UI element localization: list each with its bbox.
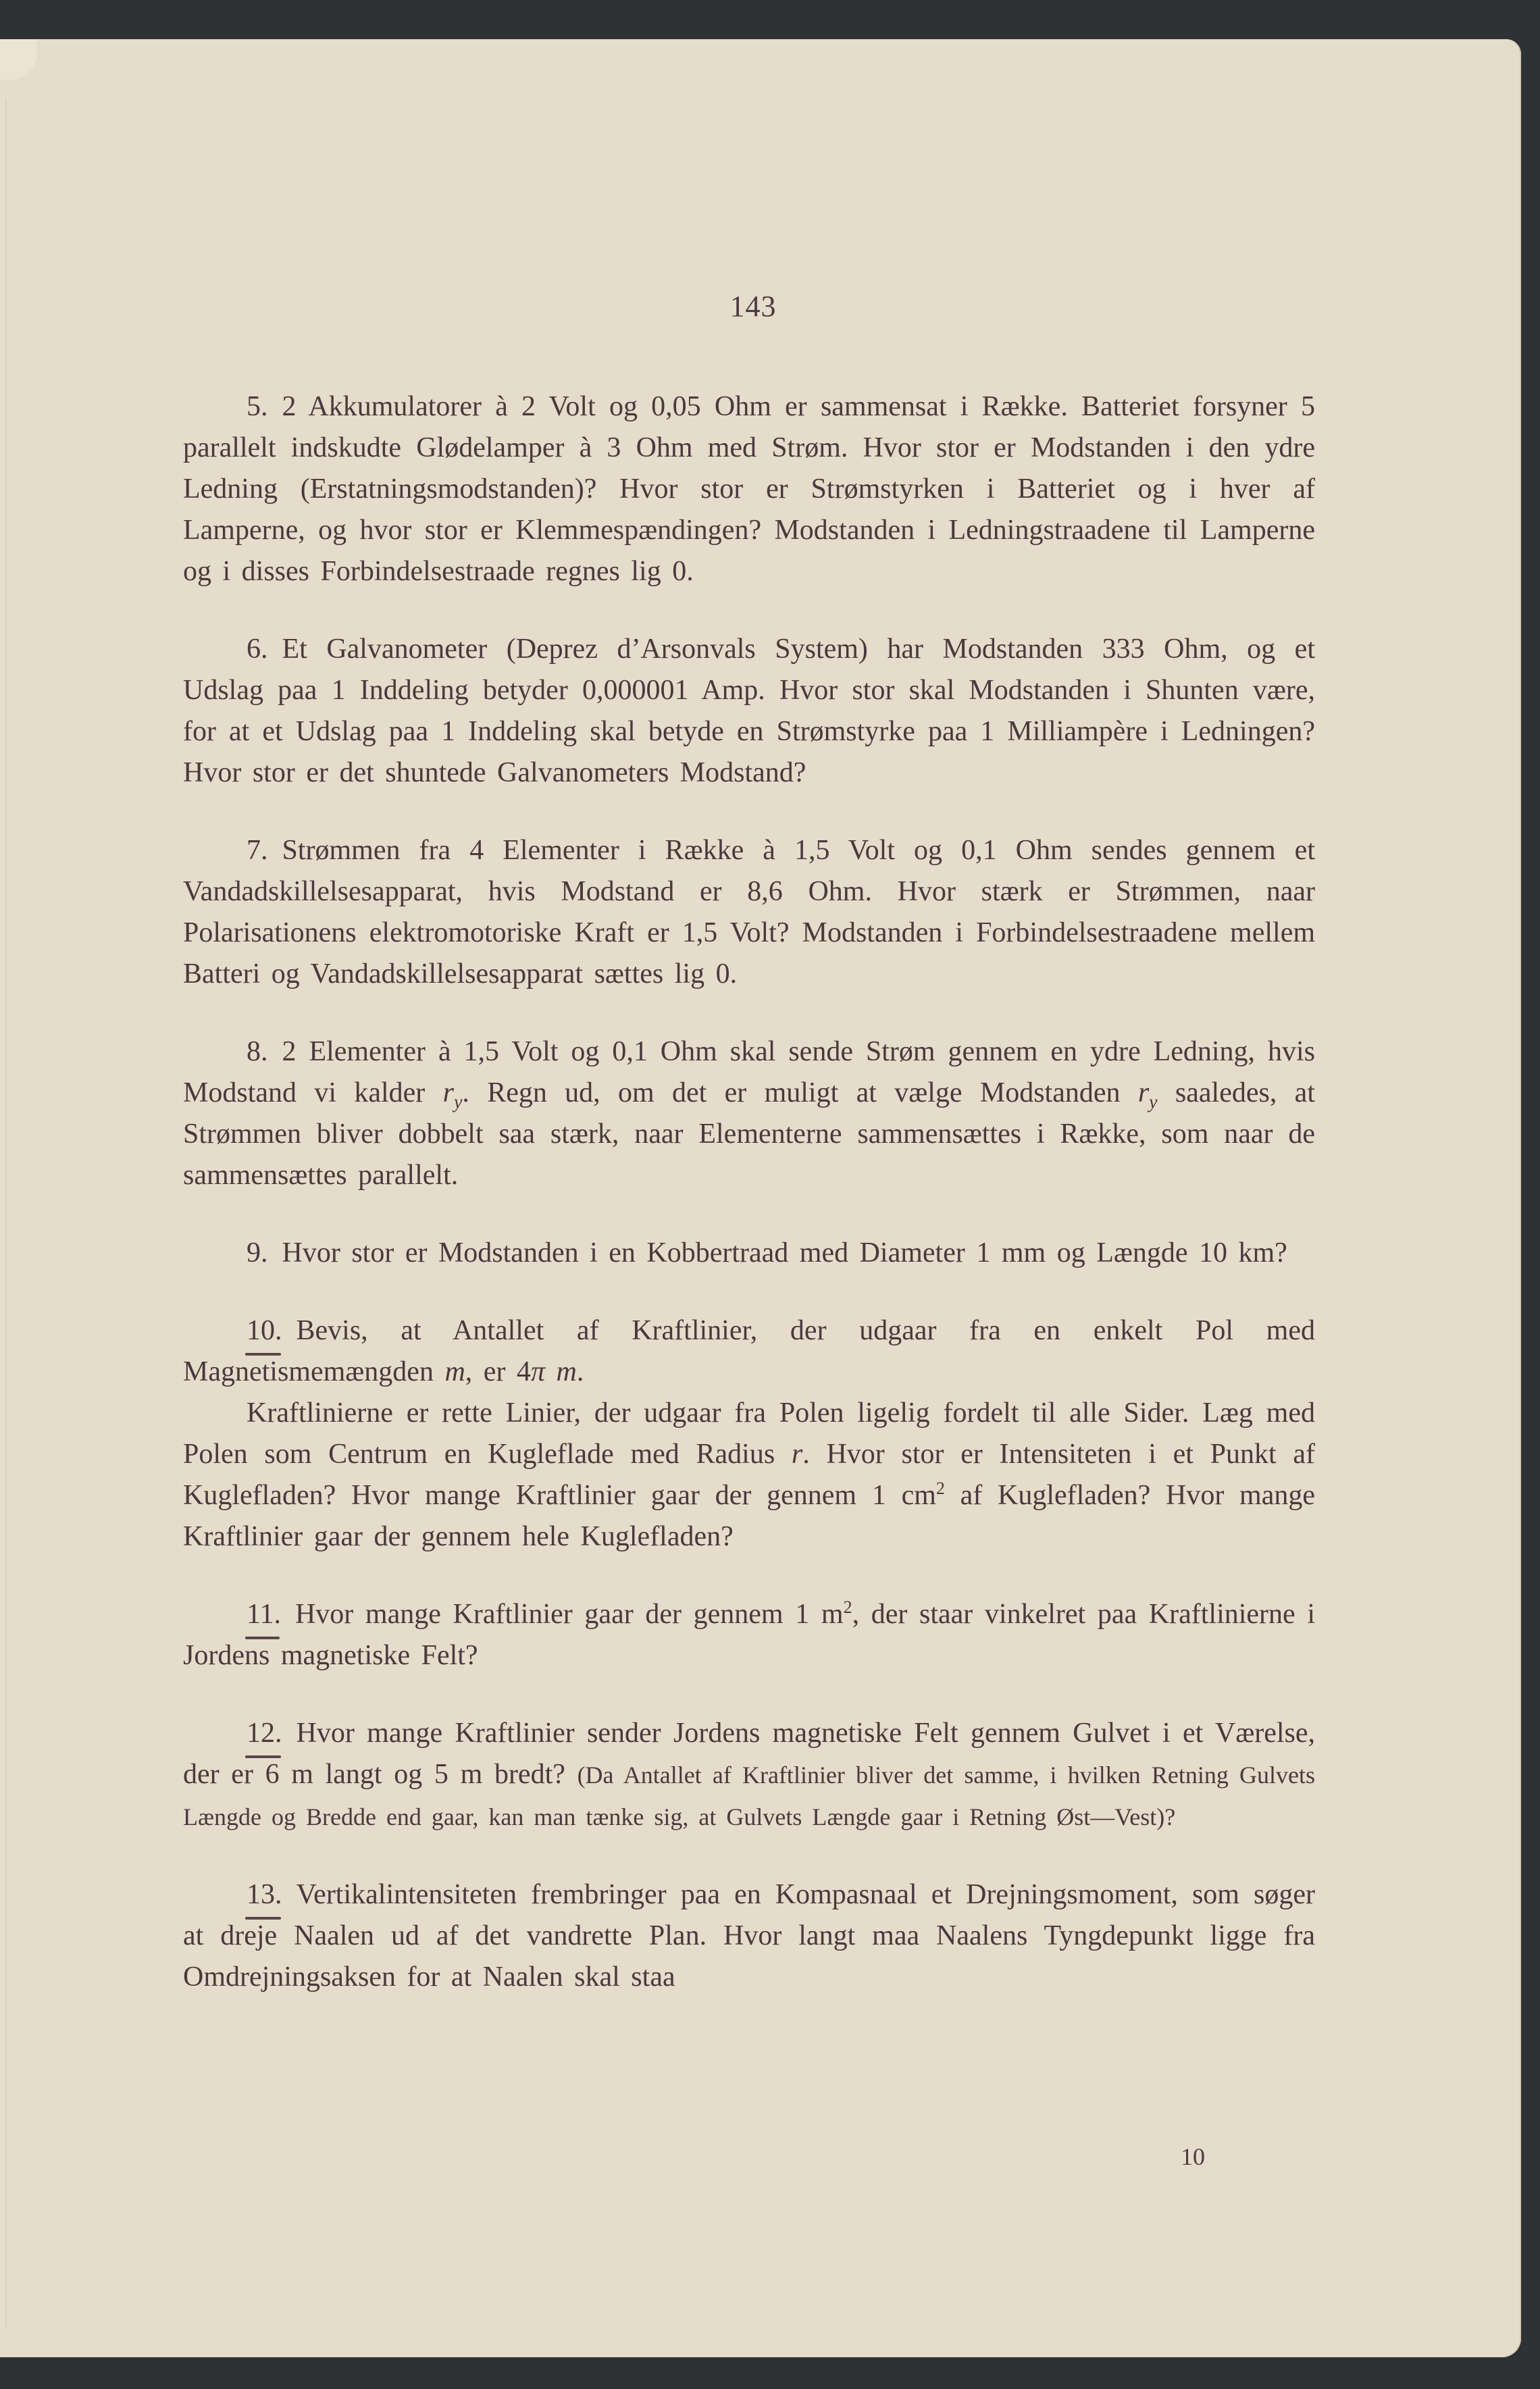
problem-13: [183, 1874, 1315, 1998]
problem-paragraph: [183, 1594, 1315, 1676]
parenthetical-note: (Da Antallet af Kraftlinier bliver det samme, i hvilken Retning Gulvets Længde og Bredde end gaar, kan man tænke sig, at Gulvets Længde gaar i Retning Øst—Vest)?: [183, 1762, 1315, 1830]
problem-paragraph: [183, 1031, 1315, 1196]
superscript: 2: [935, 1479, 945, 1498]
text-run: Hvor stor er Modstanden i en Kobbertraad med Diameter 1 mm og Længde 10 km?: [282, 1237, 1287, 1268]
problem-paragraph: [183, 830, 1315, 995]
problem-number: 13.: [247, 1879, 282, 1910]
text-run: Strømmen fra 4 Elementer i Række à 1,5 Volt og 0,1 Ohm sendes gennem et Vandadskillelsesapparat, hvis Modstand er 8,6 Ohm. Hvor stærk er Strømmen, naar Polarisationens elektromotoriske Kraft er 1,5 Volt? Modstanden i Forbindelsestraadene mellem Batteri og Vandadskillelsesapparat sættes lig 0.: [183, 835, 1315, 990]
problem-10: [183, 1310, 1315, 1558]
problem-number: 11.: [247, 1599, 281, 1630]
math-variable: π m: [530, 1356, 577, 1387]
text-run: 2 Akkumulatorer à 2 Volt og 0,05 Ohm er sammensat i Række. Batteriet forsyner 5 parallelt indskudte Glødelamper à 3 Ohm med Strøm. Hvor stor er Modstanden i den ydre Ledning (Erstatningsmodstanden)? Hvor stor er Strømstyrken i Batteriet og i hver af Lamperne, og hvor stor er Klemmespændingen? Modstanden i Ledningstraadene til Lamperne og i disses Forbindelsestraade regnes lig 0.: [183, 391, 1315, 587]
text-run: 2 Elementer à 1,5 Volt og 0,1 Ohm skal sende Strøm gennem en ydre Ledning, hvis Modstand vi kalder: [183, 1036, 1315, 1108]
problem-12: [183, 1713, 1315, 1838]
text-run: .: [576, 1356, 584, 1387]
page-edge-line: [5, 100, 7, 2329]
problem-number: 10.: [247, 1315, 282, 1346]
problem-paragraph: [183, 629, 1315, 794]
problem-number: 8.: [247, 1036, 268, 1067]
problems-list: [183, 386, 1315, 2034]
page-number: 143: [729, 290, 777, 323]
problem-8: [183, 1031, 1315, 1196]
text-run: Bevis, at Antallet af Kraftlinier, der udgaar fra en enkelt Pol med Magnetismemængden: [183, 1315, 1315, 1387]
text-run: Vertikalintensiteten frembringer paa en Kompasnaal et Drejningsmoment, som søger at dreje Naalen ud af det vandrette Plan. Hvor langt maa Naalens Tyngdepunkt ligge fra Omdrejningsaksen for at Naalen skal staa: [183, 1879, 1315, 1993]
text-run: Et Galvanometer (Deprez d’Arsonvals System) har Modstanden 333 Ohm, og et Udslag paa 1 Inddeling betyder 0,000001 Amp. Hvor stor skal Modstanden i Shunten være, for at et Udslag paa 1 Inddeling skal betyde en Strømstyrke paa 1 Milliampère i Ledningen? Hvor stor er det shuntede Galvanometers Modstand?: [183, 634, 1315, 788]
math-subscript: y: [1149, 1091, 1158, 1113]
page-corner-fold: [0, 39, 37, 80]
problem-number: 7.: [247, 835, 268, 866]
text-run: . Hvor stor er Intensiteten i et Punkt af Kuglefladen? Hvor mange Kraftlinier gaar der gennem 1 cm: [183, 1439, 1315, 1511]
problem-11: [183, 1594, 1315, 1676]
problem-paragraph: [183, 1310, 1315, 1393]
problem-7: [183, 830, 1315, 995]
math-variable: r: [442, 1077, 454, 1108]
problem-paragraph: [183, 1233, 1315, 1274]
math-subscript: y: [453, 1091, 463, 1113]
problem-5: [183, 386, 1315, 592]
problem-paragraph: [183, 1393, 1315, 1558]
problem-paragraph: [183, 386, 1315, 592]
problem-6: [183, 629, 1315, 794]
problem-9: [183, 1233, 1315, 1274]
problem-number: 6.: [247, 634, 268, 665]
problem-number: 9.: [247, 1237, 268, 1268]
text-run: Hvor mange Kraftlinier sender Jordens magnetiske Felt gennem Gulvet i et Værelse, der er 6 m langt og 5 m bredt?: [183, 1718, 1315, 1790]
text-run: , der staar vinkelret paa Kraftlinierne i Jordens magnetiske Felt?: [183, 1599, 1316, 1671]
problem-number: 12.: [247, 1718, 282, 1749]
text-run: af Kuglefladen? Hvor mange Kraftlinier gaar der gennem hele Kuglefladen?: [183, 1480, 1315, 1552]
superscript: 2: [843, 1597, 852, 1617]
math-variable: r: [791, 1439, 803, 1470]
text-run: Hvor mange Kraftlinier gaar der gennem 1 m: [294, 1599, 844, 1630]
text-run: Kraftlinierne er rette Linier, der udgaar fra Polen ligelig fordelt til alle Sider. Læg med Polen som Centrum en Kugleflade med Radius: [183, 1397, 1315, 1470]
math-variable: m: [444, 1356, 465, 1387]
text-run: . Regn ud, om det er muligt at vælge Modstanden: [462, 1077, 1138, 1108]
text-run: , er 4: [465, 1356, 531, 1387]
text-run: saaledes, at Strømmen bliver dobbelt saa stærk, naar Elementerne sammensættes i Række, som naar de sammensættes parallelt.: [183, 1077, 1315, 1191]
math-variable: r: [1137, 1077, 1150, 1108]
problem-paragraph: [183, 1874, 1315, 1998]
problem-paragraph: [183, 1713, 1315, 1838]
problem-number: 5.: [247, 391, 268, 422]
signature-mark: 10: [1181, 2143, 1205, 2170]
